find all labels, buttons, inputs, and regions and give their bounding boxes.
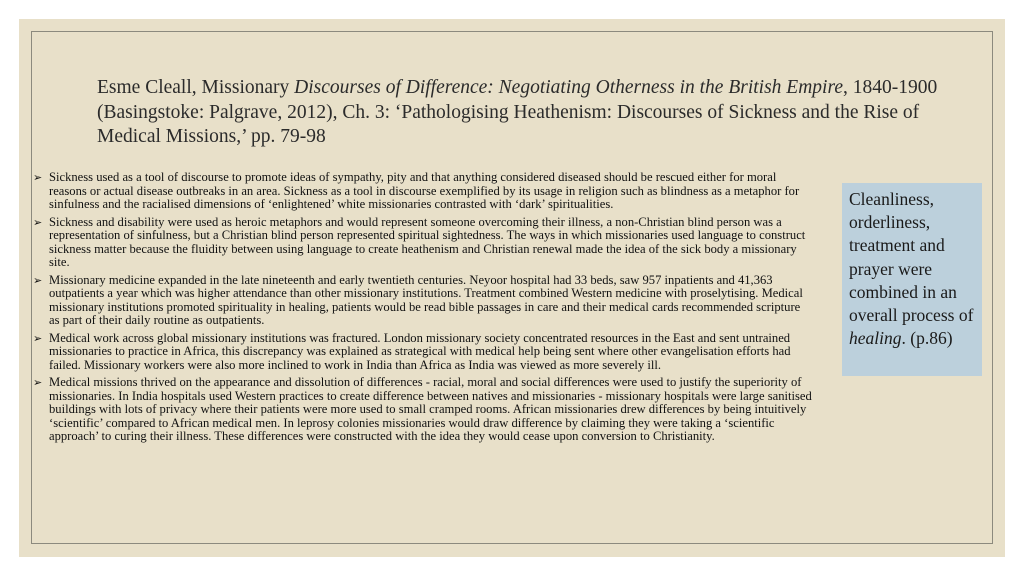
bullet-item — [33, 332, 813, 373]
bullet-list — [33, 171, 813, 448]
bullet-item — [33, 274, 813, 328]
bullet-item — [33, 376, 813, 444]
bullet-text: Medical missions thrived on the appearance and dissolution of differences - racial, moral and social differences were used to justify the superiority of missionaries. In India hospitals used Western practices to create difference between natives and missionaries - missionary hospitals were large sanitised buildings with lots of privacy where their patients were more used to small cramped rooms. African missionaries drew differences by being intuitively ‘scientific’ compared to African medical men. In leprosy colonies missionaries would draw difference by claiming they were taking a ‘scientific approach’ to curing their illness. These differences were constructed with the idea they would cease upon conversion to Christianity. — [49, 375, 812, 443]
bullet-text: Missionary medicine expanded in the late nineteenth and early twentieth centuries. Neyoor hospital had 33 beds, saw 957 inpatients and 41,363 outpatients a year which was higher attendance than other missionary institutions. Treatment combined Western medicine with proselytising. Medical missionary institutions promoted spirituality in healing, patients would be read bible passages in care and their medical cards recommended scripture as part of their daily routine as outpatients. — [49, 272, 803, 327]
arrowhead-bullet-icon: ➢ — [33, 273, 43, 287]
slide-title — [97, 76, 957, 150]
arrowhead-bullet-icon: ➢ — [33, 215, 43, 229]
bullet-item — [33, 171, 813, 212]
bullet-text: Medical work across global missionary institutions was fractured. London missionary society concentrated resources in the East and sent untrained missionaries to practice in Africa, this discrepancy was explained as strategical with medical help being sent where other evangelisation efforts had failed. Missionary workers were also more inclined to work in India than Africa as India was viewed as more severely ill. — [49, 330, 791, 372]
callout-text: Cleanliness, orderliness, treatment and prayer were combined in an overall process of — [849, 189, 974, 326]
title-citation: , 1840-1900 (Basingstoke: Palgrave, 2012), Ch. 3: ‘Pathologising Heathenism: Discourses of Sickness and the Rise of Medical Missions,’ pp. 79-98 — [97, 77, 938, 147]
arrowhead-bullet-icon: ➢ — [33, 331, 43, 345]
title-author: Esme Cleall, Missionary — [97, 77, 295, 98]
bullet-text: Sickness used as a tool of discourse to promote ideas of sympathy, pity and that anything considered diseased should be rescued either for moral reasons or actual disease outbreaks in an area. Sickness as a tool in discourse exemplified by its usage in religion such as blindness as a metaphor for sinfulness and the racialised dimensions of ‘enlightened’ white missionaries contrasted with ‘dark’ spiritualities. — [49, 170, 800, 211]
arrowhead-bullet-icon: ➢ — [33, 171, 43, 184]
quote-callout — [842, 183, 982, 376]
callout-emphasis: healing — [849, 328, 902, 349]
bullet-text: Sickness and disability were used as heroic metaphors and would represent someone overcoming their illness, a non-Christian blind person was a representation of sinfulness, but a Christian blind person represented spiritual sightedness. The ways in which missionaries used language to construct sickness matter because the fluidity between using language to create heathenism and Christian renewal made the idea of the sick body a missionary site. — [49, 214, 806, 269]
bullet-item — [33, 216, 813, 270]
arrowhead-bullet-icon: ➢ — [33, 376, 43, 389]
title-book: Discourses of Difference: Negotiating Otherness in the British Empire — [294, 77, 843, 98]
callout-end: . (p.86) — [901, 328, 953, 349]
